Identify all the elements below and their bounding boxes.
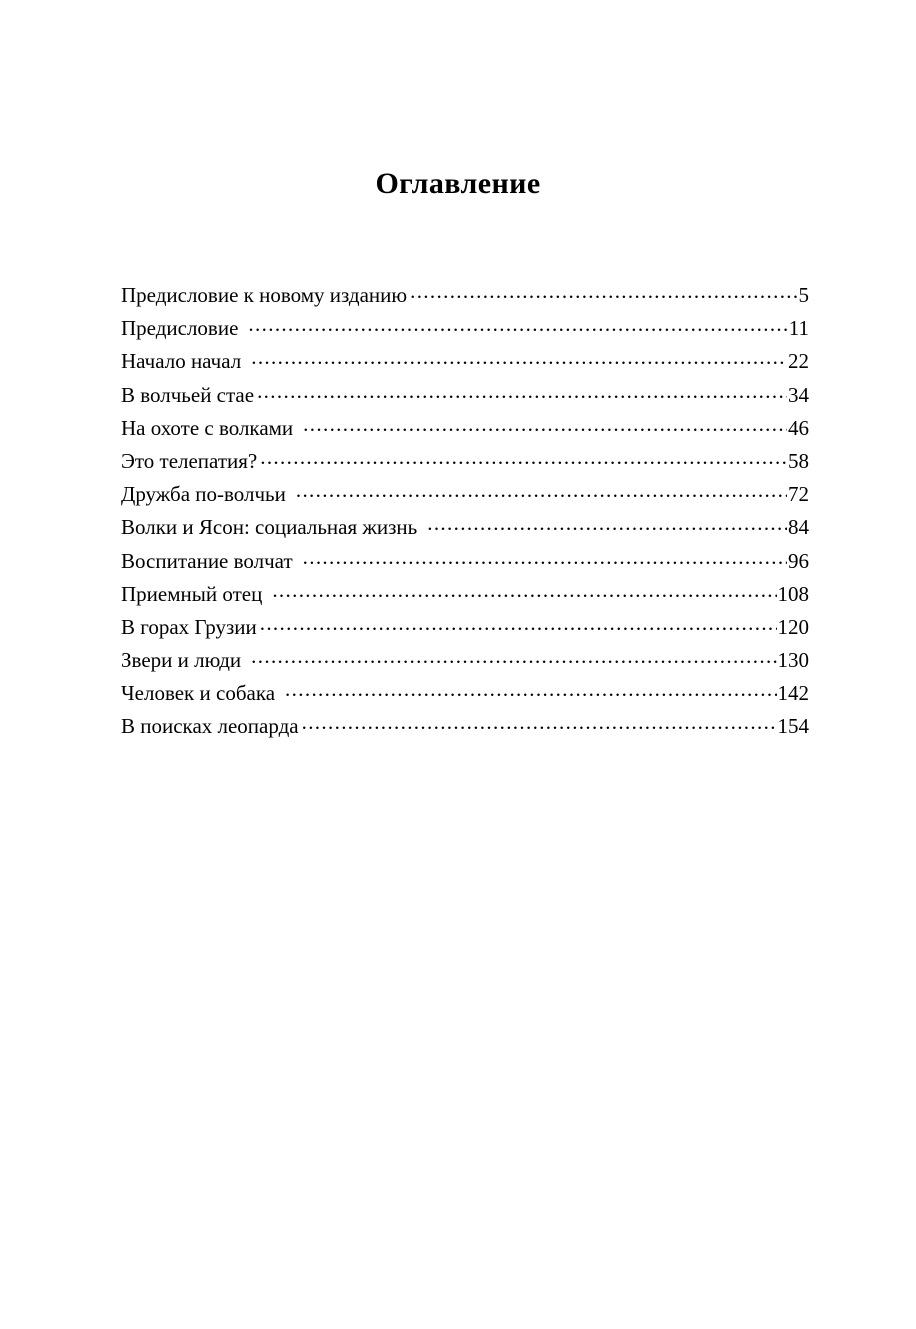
- toc-page-number: 5: [798, 283, 809, 307]
- toc-page-number: 142: [777, 681, 809, 706]
- toc-entry[interactable]: [121, 445, 809, 478]
- toc-page-number: 84: [788, 515, 809, 540]
- toc-page-number: 154: [777, 714, 809, 739]
- toc-entry[interactable]: [121, 345, 809, 378]
- toc-entry[interactable]: [121, 379, 809, 412]
- table-of-contents-list: [121, 279, 809, 744]
- toc-page-number: 34: [788, 382, 809, 407]
- toc-dot-leader: [302, 712, 777, 733]
- toc-dot-leader: [260, 447, 787, 468]
- toc-page-number: 58: [788, 448, 809, 473]
- toc-entry[interactable]: [121, 677, 809, 710]
- toc-entry[interactable]: [121, 710, 809, 743]
- toc-dot-leader: [285, 679, 776, 700]
- toc-entry[interactable]: [121, 545, 809, 578]
- toc-entry[interactable]: [121, 312, 809, 345]
- toc-entry-title: Начало начал: [121, 349, 242, 374]
- toc-entry[interactable]: [121, 412, 809, 445]
- toc-dot-leader: [248, 314, 787, 335]
- toc-entry-title: Звери и люди: [121, 648, 242, 673]
- toc-entry[interactable]: [121, 578, 809, 611]
- toc-entry-title: Это телепатия?: [121, 448, 258, 473]
- toc-dot-leader: [410, 281, 797, 302]
- toc-entry-title: Воспитание волчат: [121, 548, 293, 573]
- toc-dot-leader: [257, 381, 787, 402]
- toc-page-number: 46: [788, 415, 809, 440]
- toc-entry-title: В волчьей стае: [121, 382, 255, 407]
- toc-page-number: 72: [788, 482, 809, 507]
- toc-entry-title: В поисках леопарда: [121, 714, 299, 739]
- toc-entry[interactable]: [121, 279, 809, 312]
- toc-dot-leader: [251, 347, 787, 368]
- toc-page-number: 108: [777, 581, 809, 606]
- toc-page-number: 130: [777, 648, 809, 673]
- toc-dot-leader: [427, 513, 787, 534]
- toc-entry-title: Волки и Ясон: социальная жизнь: [121, 515, 418, 540]
- toc-dot-leader: [251, 646, 776, 667]
- toc-entry-title: В горах Грузии: [121, 614, 257, 639]
- toc-entry-title: Приемный отец: [121, 581, 263, 606]
- toc-page-number: 96: [788, 548, 809, 573]
- toc-page-number: 11: [788, 316, 809, 341]
- toc-dot-leader: [260, 613, 777, 634]
- toc-entry[interactable]: [121, 644, 809, 677]
- toc-entry-title: Дружба по-волчьи: [121, 482, 286, 507]
- toc-dot-leader: [296, 480, 787, 501]
- toc-entry-title: На охоте с волками: [121, 415, 294, 440]
- toc-page-number: 22: [788, 349, 809, 374]
- toc-dot-leader: [303, 414, 787, 435]
- toc-entry-title: Предисловие: [121, 316, 239, 341]
- toc-page-number: 120: [777, 614, 809, 639]
- toc-entry-title: Предисловие к новому изданию: [121, 283, 408, 307]
- toc-entry[interactable]: [121, 611, 809, 644]
- toc-entry[interactable]: [121, 511, 809, 544]
- toc-entry[interactable]: [121, 478, 809, 511]
- page-title: Оглавление: [375, 167, 541, 200]
- toc-entry-title: Человек и собака: [121, 681, 276, 706]
- toc-dot-leader: [303, 547, 787, 568]
- toc-dot-leader: [272, 580, 776, 601]
